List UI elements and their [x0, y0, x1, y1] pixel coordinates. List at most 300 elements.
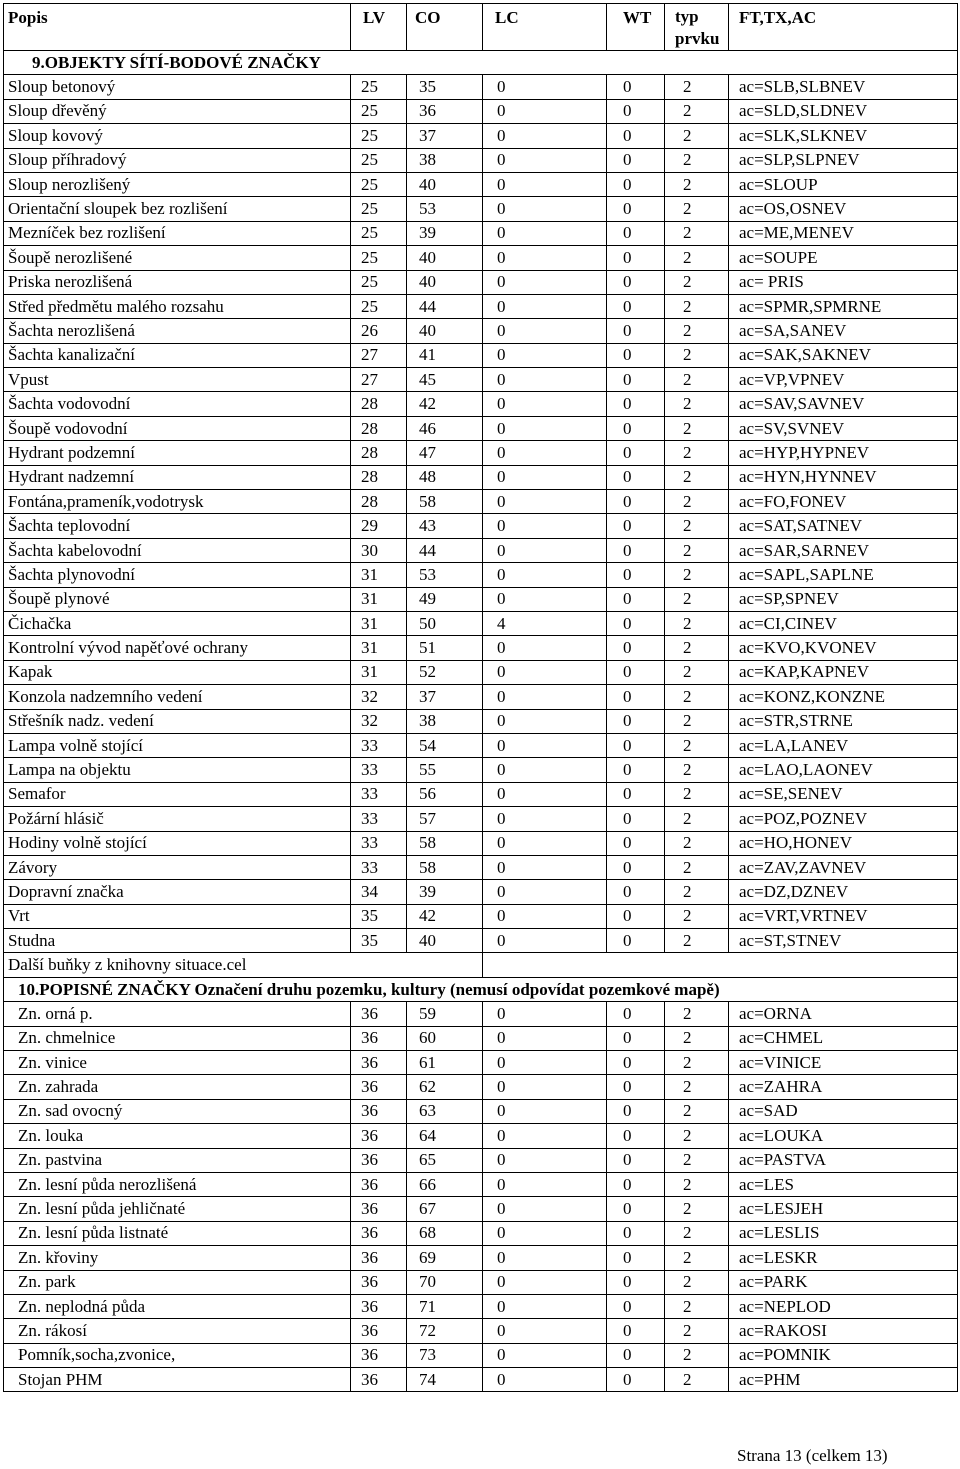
- cell-popis: Orientační sloupek bez rozlišení: [4, 197, 351, 221]
- cell-lv: 36: [351, 1172, 407, 1196]
- cell-ft: ac=SP,SPNEV: [729, 587, 958, 611]
- cell-wt: 0: [607, 1246, 665, 1270]
- table-row: [4, 1099, 958, 1123]
- cell-wt: 0: [607, 490, 665, 514]
- cell-co: 39: [407, 880, 483, 904]
- cell-ft: ac=ST,STNEV: [729, 929, 958, 953]
- cell-typ: 2: [665, 1124, 729, 1148]
- cell-lv: 25: [351, 197, 407, 221]
- cell-lc: 0: [483, 270, 607, 294]
- cell-co: 37: [407, 124, 483, 148]
- table-row: [4, 197, 958, 221]
- cell-lc: 0: [483, 197, 607, 221]
- table-row: [4, 319, 958, 343]
- cell-wt: 0: [607, 343, 665, 367]
- cell-lc: 0: [483, 563, 607, 587]
- cell-typ: 2: [665, 172, 729, 196]
- cell-lv: 36: [351, 1294, 407, 1318]
- cell-popis: Studna: [4, 929, 351, 953]
- table-row: [4, 343, 958, 367]
- cell-lv: 33: [351, 807, 407, 831]
- cell-lc: 0: [483, 294, 607, 318]
- cell-lc: 0: [483, 246, 607, 270]
- cell-lc: 0: [483, 587, 607, 611]
- cell-lc: 0: [483, 490, 607, 514]
- cell-co: 40: [407, 246, 483, 270]
- cell-popis: Zn. louka: [4, 1124, 351, 1148]
- cell-lv: 33: [351, 758, 407, 782]
- cell-typ: 2: [665, 124, 729, 148]
- cell-typ: 2: [665, 1099, 729, 1123]
- cell-ft: ac= PRIS: [729, 270, 958, 294]
- cell-lc: 0: [483, 636, 607, 660]
- cell-wt: 0: [607, 611, 665, 635]
- cell-popis: Pomník,socha,zvonice,: [4, 1343, 351, 1367]
- cell-co: 42: [407, 904, 483, 928]
- cell-lv: 36: [351, 1368, 407, 1392]
- cell-lv: 25: [351, 246, 407, 270]
- cell-typ: 2: [665, 1197, 729, 1221]
- cell-co: 60: [407, 1026, 483, 1050]
- cell-ft: ac=ZAV,ZAVNEV: [729, 855, 958, 879]
- table-row: [4, 880, 958, 904]
- cell-wt: 0: [607, 1294, 665, 1318]
- cell-wt: 0: [607, 1221, 665, 1245]
- cell-lc: 0: [483, 538, 607, 562]
- cell-ft: ac=FO,FONEV: [729, 490, 958, 514]
- cell-wt: 0: [607, 368, 665, 392]
- cell-lv: 35: [351, 904, 407, 928]
- cell-popis: Šachta vodovodní: [4, 392, 351, 416]
- table-row: [4, 99, 958, 123]
- table-row: [4, 294, 958, 318]
- cell-ft: ac=SLOUP: [729, 172, 958, 196]
- cell-typ: 2: [665, 1246, 729, 1270]
- table-row: [4, 246, 958, 270]
- cell-ft: ac=KONZ,KONZNE: [729, 685, 958, 709]
- cell-co: 66: [407, 1172, 483, 1196]
- cell-wt: 0: [607, 807, 665, 831]
- cell-typ: 2: [665, 538, 729, 562]
- cell-co: 63: [407, 1099, 483, 1123]
- cell-co: 40: [407, 319, 483, 343]
- table-row: [4, 172, 958, 196]
- cell-lv: 31: [351, 660, 407, 684]
- cell-typ: 2: [665, 587, 729, 611]
- cell-ft: ac=STR,STRNE: [729, 709, 958, 733]
- cell-typ: 2: [665, 1294, 729, 1318]
- cell-lc: 0: [483, 1270, 607, 1294]
- cell-popis: Šachta kanalizační: [4, 343, 351, 367]
- cell-co: 40: [407, 270, 483, 294]
- cell-lc: 0: [483, 880, 607, 904]
- table-row: [4, 221, 958, 245]
- cell-co: 49: [407, 587, 483, 611]
- cell-wt: 0: [607, 441, 665, 465]
- cell-lc: 0: [483, 1148, 607, 1172]
- cell-typ: 2: [665, 465, 729, 489]
- table-row: [4, 1002, 958, 1026]
- cell-popis: Požární hlásič: [4, 807, 351, 831]
- cell-lv: 31: [351, 611, 407, 635]
- cell-ft: ac=LAO,LAONEV: [729, 758, 958, 782]
- cell-typ: 2: [665, 1002, 729, 1026]
- table-row: [4, 611, 958, 635]
- cell-typ: 2: [665, 99, 729, 123]
- cell-ft: ac=SAPL,SAPLNE: [729, 563, 958, 587]
- cell-ft: ac=ME,MENEV: [729, 221, 958, 245]
- table-row: [4, 1075, 958, 1099]
- cell-popis: Zn. křoviny: [4, 1246, 351, 1270]
- table-row: [4, 1368, 958, 1392]
- cell-typ: 2: [665, 490, 729, 514]
- cell-co: 65: [407, 1148, 483, 1172]
- cell-lv: 28: [351, 490, 407, 514]
- page-footer: Strana 13 (celkem 13): [737, 1446, 888, 1465]
- cell-wt: 0: [607, 197, 665, 221]
- cell-wt: 0: [607, 1124, 665, 1148]
- cell-lv: 25: [351, 221, 407, 245]
- cell-lv: 36: [351, 1099, 407, 1123]
- cell-typ: 2: [665, 685, 729, 709]
- cell-wt: 0: [607, 685, 665, 709]
- cell-ft: ac=ORNA: [729, 1002, 958, 1026]
- cell-ft: ac=SPMR,SPMRNE: [729, 294, 958, 318]
- cell-co: 68: [407, 1221, 483, 1245]
- cell-ft: ac=CHMEL: [729, 1026, 958, 1050]
- cell-wt: 0: [607, 904, 665, 928]
- cell-popis: Zn. sad ovocný: [4, 1099, 351, 1123]
- cell-lc: 0: [483, 1343, 607, 1367]
- cell-co: 40: [407, 929, 483, 953]
- cell-typ: 2: [665, 75, 729, 99]
- cell-popis: Stojan PHM: [4, 1368, 351, 1392]
- cell-co: 43: [407, 514, 483, 538]
- cell-popis: Zn. chmelnice: [4, 1026, 351, 1050]
- header-row: [4, 4, 958, 51]
- header-popis: Popis: [4, 4, 351, 51]
- cell-lv: 31: [351, 587, 407, 611]
- cell-wt: 0: [607, 172, 665, 196]
- table-row: [4, 1294, 958, 1318]
- cell-wt: 0: [607, 270, 665, 294]
- cell-lc: 0: [483, 441, 607, 465]
- cell-lv: 36: [351, 1148, 407, 1172]
- cell-popis: Šoupě plynové: [4, 587, 351, 611]
- cell-lv: 33: [351, 782, 407, 806]
- cell-typ: 2: [665, 392, 729, 416]
- header-wt: WT: [607, 4, 665, 51]
- cell-popis: Závory: [4, 855, 351, 879]
- cell-lc: 0: [483, 733, 607, 757]
- cell-lv: 36: [351, 1343, 407, 1367]
- cell-co: 71: [407, 1294, 483, 1318]
- table-row: [4, 782, 958, 806]
- cell-wt: 0: [607, 831, 665, 855]
- cell-wt: 0: [607, 660, 665, 684]
- cell-typ: 2: [665, 563, 729, 587]
- cell-lv: 36: [351, 1221, 407, 1245]
- cell-lc: 0: [483, 1172, 607, 1196]
- cell-ft: ac=DZ,DZNEV: [729, 880, 958, 904]
- table-row: [4, 563, 958, 587]
- cell-popis: Semafor: [4, 782, 351, 806]
- table-row: [4, 416, 958, 440]
- cell-co: 69: [407, 1246, 483, 1270]
- cell-ft: ac=POMNIK: [729, 1343, 958, 1367]
- cell-ft: ac=VINICE: [729, 1051, 958, 1075]
- symbol-table: [3, 3, 958, 1392]
- cell-typ: 2: [665, 782, 729, 806]
- cell-co: 53: [407, 197, 483, 221]
- cell-lc: 0: [483, 782, 607, 806]
- cell-lc: 0: [483, 1246, 607, 1270]
- cell-lc: 0: [483, 855, 607, 879]
- cell-popis: Šachta teplovodní: [4, 514, 351, 538]
- table-row: [4, 1197, 958, 1221]
- cell-ft: ac=SE,SENEV: [729, 782, 958, 806]
- cell-co: 70: [407, 1270, 483, 1294]
- note-text: Další buňky z knihovny situace.cel: [4, 953, 407, 977]
- cell-co: 35: [407, 75, 483, 99]
- cell-popis: Zn. park: [4, 1270, 351, 1294]
- cell-ft: ac=HO,HONEV: [729, 831, 958, 855]
- cell-co: 52: [407, 660, 483, 684]
- cell-popis: Vrt: [4, 904, 351, 928]
- cell-lv: 28: [351, 441, 407, 465]
- cell-lv: 33: [351, 831, 407, 855]
- cell-co: 44: [407, 294, 483, 318]
- cell-typ: 2: [665, 1368, 729, 1392]
- cell-lc: 0: [483, 124, 607, 148]
- cell-popis: Lampa na objektu: [4, 758, 351, 782]
- cell-ft: ac=SAD: [729, 1099, 958, 1123]
- cell-lv: 28: [351, 465, 407, 489]
- cell-typ: 2: [665, 1172, 729, 1196]
- table-row: [4, 124, 958, 148]
- cell-lv: 36: [351, 1319, 407, 1343]
- cell-typ: 2: [665, 660, 729, 684]
- cell-co: 62: [407, 1075, 483, 1099]
- table-row: [4, 514, 958, 538]
- section-10-row: [4, 977, 958, 1001]
- cell-popis: Šoupě nerozlišené: [4, 246, 351, 270]
- cell-wt: 0: [607, 1368, 665, 1392]
- cell-lc: 0: [483, 465, 607, 489]
- cell-typ: 2: [665, 343, 729, 367]
- cell-lv: 32: [351, 709, 407, 733]
- cell-popis: Hodiny volně stojící: [4, 831, 351, 855]
- cell-typ: 2: [665, 709, 729, 733]
- cell-wt: 0: [607, 782, 665, 806]
- cell-ft: ac=SOUPE: [729, 246, 958, 270]
- cell-wt: 0: [607, 1343, 665, 1367]
- cell-wt: 0: [607, 1172, 665, 1196]
- cell-lc: 0: [483, 1051, 607, 1075]
- cell-co: 38: [407, 148, 483, 172]
- cell-wt: 0: [607, 709, 665, 733]
- cell-lc: 0: [483, 514, 607, 538]
- table-row: [4, 75, 958, 99]
- cell-lc: 0: [483, 1099, 607, 1123]
- cell-popis: Zn. lesní půda listnaté: [4, 1221, 351, 1245]
- table-row: [4, 709, 958, 733]
- cell-wt: 0: [607, 392, 665, 416]
- cell-co: 45: [407, 368, 483, 392]
- table-row: [4, 1148, 958, 1172]
- cell-wt: 0: [607, 246, 665, 270]
- cell-co: 67: [407, 1197, 483, 1221]
- table-row: [4, 733, 958, 757]
- cell-ft: ac=NEPLOD: [729, 1294, 958, 1318]
- cell-co: 47: [407, 441, 483, 465]
- cell-lv: 27: [351, 343, 407, 367]
- cell-ft: ac=SA,SANEV: [729, 319, 958, 343]
- cell-co: 36: [407, 99, 483, 123]
- cell-popis: Mezníček bez rozlišení: [4, 221, 351, 245]
- cell-wt: 0: [607, 99, 665, 123]
- table-row: [4, 929, 958, 953]
- cell-lc: 0: [483, 75, 607, 99]
- cell-ft: ac=SLD,SLDNEV: [729, 99, 958, 123]
- cell-lc: 0: [483, 904, 607, 928]
- cell-lc: 0: [483, 416, 607, 440]
- cell-co: 61: [407, 1051, 483, 1075]
- cell-lv: 36: [351, 1051, 407, 1075]
- cell-ft: ac=LOUKA: [729, 1124, 958, 1148]
- cell-typ: 2: [665, 1270, 729, 1294]
- cell-popis: Lampa volně stojící: [4, 733, 351, 757]
- cell-ft: ac=KAP,KAPNEV: [729, 660, 958, 684]
- table-row: [4, 685, 958, 709]
- cell-co: 51: [407, 636, 483, 660]
- table-row: [4, 1172, 958, 1196]
- cell-lv: 31: [351, 563, 407, 587]
- cell-lc: 0: [483, 368, 607, 392]
- cell-popis: Sloup příhradový: [4, 148, 351, 172]
- cell-ft: ac=PASTVA: [729, 1148, 958, 1172]
- table-row: [4, 490, 958, 514]
- cell-lv: 25: [351, 294, 407, 318]
- cell-popis: Hydrant nadzemní: [4, 465, 351, 489]
- cell-wt: 0: [607, 514, 665, 538]
- table-row: [4, 1124, 958, 1148]
- cell-lv: 31: [351, 636, 407, 660]
- cell-ft: ac=POZ,POZNEV: [729, 807, 958, 831]
- cell-ft: ac=VP,VPNEV: [729, 368, 958, 392]
- cell-lv: 36: [351, 1026, 407, 1050]
- cell-co: 40: [407, 172, 483, 196]
- cell-lv: 28: [351, 392, 407, 416]
- cell-popis: Dopravní značka: [4, 880, 351, 904]
- cell-popis: Čichačka: [4, 611, 351, 635]
- cell-lv: 25: [351, 270, 407, 294]
- cell-lc: 0: [483, 148, 607, 172]
- cell-ft: ac=OS,OSNEV: [729, 197, 958, 221]
- cell-typ: 2: [665, 514, 729, 538]
- cell-typ: 2: [665, 1026, 729, 1050]
- cell-popis: Šachta plynovodní: [4, 563, 351, 587]
- cell-lv: 36: [351, 1270, 407, 1294]
- cell-co: 58: [407, 831, 483, 855]
- cell-ft: ac=CI,CINEV: [729, 611, 958, 635]
- cell-lc: 0: [483, 319, 607, 343]
- cell-popis: Zn. rákosí: [4, 1319, 351, 1343]
- cell-lc: 0: [483, 1075, 607, 1099]
- cell-popis: Střešník nadz. vedení: [4, 709, 351, 733]
- empty-cell: [607, 953, 665, 977]
- header-co: CO: [407, 4, 483, 51]
- cell-typ: 2: [665, 368, 729, 392]
- cell-ft: ac=HYN,HYNNEV: [729, 465, 958, 489]
- cell-ft: ac=VRT,VRTNEV: [729, 904, 958, 928]
- cell-wt: 0: [607, 75, 665, 99]
- cell-wt: 0: [607, 1319, 665, 1343]
- cell-wt: 0: [607, 294, 665, 318]
- header-typ: typ prvku: [665, 4, 729, 51]
- cell-lv: 28: [351, 416, 407, 440]
- table-row: [4, 441, 958, 465]
- table-row: [4, 587, 958, 611]
- cell-ft: ac=SAV,SAVNEV: [729, 392, 958, 416]
- cell-lc: 0: [483, 172, 607, 196]
- cell-lc: 0: [483, 1197, 607, 1221]
- cell-typ: 2: [665, 1343, 729, 1367]
- cell-ft: ac=LESKR: [729, 1246, 958, 1270]
- cell-co: 46: [407, 416, 483, 440]
- cell-wt: 0: [607, 1026, 665, 1050]
- cell-popis: Kontrolní vývod napěťové ochrany: [4, 636, 351, 660]
- cell-ft: ac=RAKOSI: [729, 1319, 958, 1343]
- cell-ft: ac=LESLIS: [729, 1221, 958, 1245]
- cell-co: 42: [407, 392, 483, 416]
- cell-lc: 0: [483, 929, 607, 953]
- cell-lv: 33: [351, 733, 407, 757]
- note-row: [4, 953, 958, 977]
- cell-wt: 0: [607, 148, 665, 172]
- cell-typ: 2: [665, 319, 729, 343]
- cell-popis: Šachta kabelovodní: [4, 538, 351, 562]
- cell-wt: 0: [607, 538, 665, 562]
- cell-ft: ac=SV,SVNEV: [729, 416, 958, 440]
- cell-popis: Fontána,prameník,vodotrysk: [4, 490, 351, 514]
- cell-popis: Zn. vinice: [4, 1051, 351, 1075]
- cell-typ: 2: [665, 1075, 729, 1099]
- cell-lc: 0: [483, 343, 607, 367]
- cell-typ: 2: [665, 294, 729, 318]
- cell-typ: 2: [665, 221, 729, 245]
- cell-lc: 0: [483, 221, 607, 245]
- table-row: [4, 831, 958, 855]
- cell-co: 48: [407, 465, 483, 489]
- cell-co: 54: [407, 733, 483, 757]
- cell-lc: 0: [483, 1319, 607, 1343]
- cell-lv: 25: [351, 172, 407, 196]
- cell-typ: 2: [665, 246, 729, 270]
- cell-lc: 0: [483, 1002, 607, 1026]
- cell-wt: 0: [607, 636, 665, 660]
- cell-typ: 2: [665, 441, 729, 465]
- cell-lv: 33: [351, 855, 407, 879]
- cell-co: 72: [407, 1319, 483, 1343]
- cell-popis: Zn. pastvina: [4, 1148, 351, 1172]
- section-10-title: 10.POPISNÉ ZNAČKY Označení druhu pozemku, kultury (nemusí odpovídat pozemkové mapě): [4, 977, 958, 1001]
- cell-typ: 2: [665, 1221, 729, 1245]
- cell-ft: ac=SLP,SLPNEV: [729, 148, 958, 172]
- cell-typ: 2: [665, 855, 729, 879]
- cell-lc: 0: [483, 709, 607, 733]
- cell-lv: 35: [351, 929, 407, 953]
